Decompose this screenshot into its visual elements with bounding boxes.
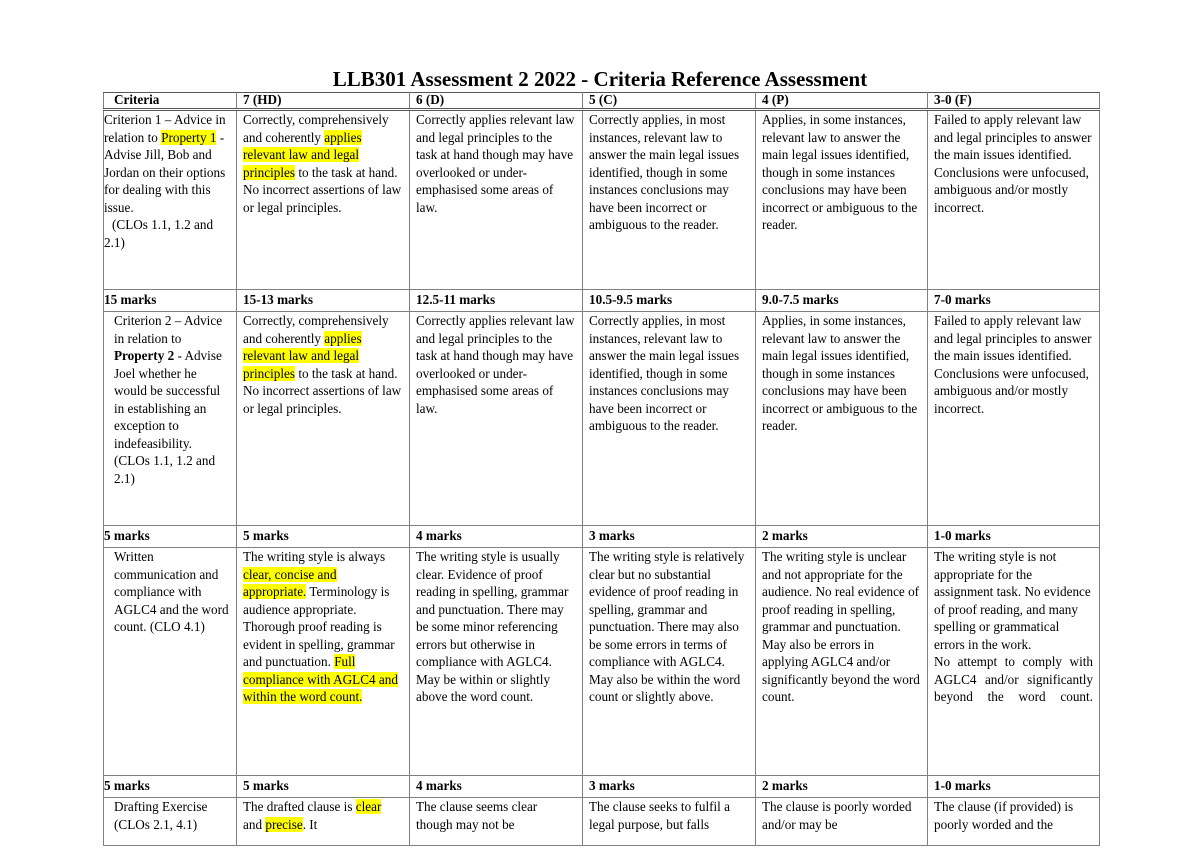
marks-2-p: 2 marks: [756, 526, 928, 548]
marks-2-hd: 5 marks: [237, 526, 410, 548]
criterion-4-p: The clause is poorly worded and/or may be: [756, 798, 928, 846]
criterion-1-f: Failed to apply relevant law and legal principles to answer the main issues identified. Conclusions were unfocused, ambiguous and/or mostly incorrect.: [928, 110, 1100, 290]
criterion-2-row: [104, 312, 1100, 526]
document-title: LLB301 Assessment 2 2022 - Criteria Reference Assessment: [332, 67, 868, 91]
header-f: 3-0 (F): [928, 93, 1100, 110]
criterion-3-p: The writing style is unclear and not appropriate for the audience. No real evidence of proof reading in spelling, grammar and punctuation. May also be errors in applying AGLC4 and/or significantly beyond the word count.: [756, 548, 928, 776]
marks-1-f: 7-0 marks: [928, 290, 1100, 312]
marks-row-2: [104, 526, 1100, 548]
marks-row-3: [104, 776, 1100, 798]
criterion-3-hd: The writing style is always clear, concise and appropriate. Terminology is audience appropriate. Thorough proof reading is evident in spelling, grammar and punctuation. Full compliance with AGLC4 and within the word count.: [237, 548, 410, 776]
marks-3-criteria: 5 marks: [104, 776, 237, 798]
criterion-4-c: The clause seeks to fulfil a legal purpose, but falls: [583, 798, 756, 846]
marks-1-c: 10.5-9.5 marks: [583, 290, 756, 312]
marks-1-criteria: 15 marks: [104, 290, 237, 312]
marks-3-c: 3 marks: [583, 776, 756, 798]
table-header-row: [104, 93, 1100, 110]
criterion-1-hd: Correctly, comprehensively and coherently applies relevant law and legal principles to the task at hand. No incorrect assertions of law or legal principles.: [237, 110, 410, 290]
marks-row-1: [104, 290, 1100, 312]
marks-2-f: 1-0 marks: [928, 526, 1100, 548]
marks-3-d: 4 marks: [410, 776, 583, 798]
criterion-2-d: Correctly applies relevant law and legal principles to the task at hand though may have overlooked or under-emphasised some areas of law.: [410, 312, 583, 526]
criterion-4-label: Drafting Exercise (CLOs 2.1, 4.1): [104, 798, 237, 846]
marks-1-d: 12.5-11 marks: [410, 290, 583, 312]
criterion-3-c: The writing style is relatively clear but no substantial evidence of proof reading in spelling, grammar and punctuation. There may also be some errors in terms of compliance with AGLC4. May also be within the word count or slightly above.: [583, 548, 756, 776]
criterion-1-row: [104, 110, 1100, 290]
marks-3-hd: 5 marks: [237, 776, 410, 798]
marks-3-f: 1-0 marks: [928, 776, 1100, 798]
criterion-1-p: Applies, in some instances, relevant law to answer the main legal issues identified, though in some instances conclusions may have been incorrect or ambiguous to the reader.: [756, 110, 928, 290]
header-d: 6 (D): [410, 93, 583, 110]
criterion-4-row: [104, 798, 1100, 846]
criterion-2-c: Correctly applies, in most instances, relevant law to answer the main legal issues identified, though in some instances conclusions may have been incorrect or ambiguous to the reader.: [583, 312, 756, 526]
header-c: 5 (C): [583, 93, 756, 110]
criteria-table: [103, 92, 1100, 846]
criterion-1-d: Correctly applies relevant law and legal principles to the task at hand though may have overlooked or under-emphasised some areas of law.: [410, 110, 583, 290]
criterion-3-row: [104, 548, 1100, 776]
criterion-2-f: Failed to apply relevant law and legal principles to answer the main issues identified. Conclusions were unfocused, ambiguous and/or mostly incorrect.: [928, 312, 1100, 526]
marks-1-hd: 15-13 marks: [237, 290, 410, 312]
criterion-3-label: Written communication and compliance with AGLC4 and the word count. (CLO 4.1): [104, 548, 237, 776]
criterion-2-hd: Correctly, comprehensively and coherently applies relevant law and legal principles to the task at hand. No incorrect assertions of law or legal principles.: [237, 312, 410, 526]
criterion-1-label: Criterion 1 – Advice in relation to Property 1 - Advise Jill, Bob and Jordan on their options for dealing with this issue. (CLOs 1.1, 1.2 and 2.1): [104, 110, 237, 290]
criterion-2-label: Criterion 2 – Advice in relation to Property 2 - Advise Joel whether he would be successful in establishing an exception to indefeasibility. (CLOs 1.1, 1.2 and 2.1): [104, 312, 237, 526]
criterion-4-hd: The drafted clause is clear and precise. It: [237, 798, 410, 846]
criterion-3-f: The writing style is not appropriate for the assignment task. No evidence of proof reading, and many spelling or grammatical errors in the work. No attempt to comply with AGLC4 and/or significantly beyond the word count.: [928, 548, 1100, 776]
marks-1-p: 9.0-7.5 marks: [756, 290, 928, 312]
marks-2-d: 4 marks: [410, 526, 583, 548]
criterion-4-d: The clause seems clear though may not be: [410, 798, 583, 846]
header-hd: 7 (HD): [237, 93, 410, 110]
header-criteria: Criteria: [104, 93, 237, 110]
criterion-3-d: The writing style is usually clear. Evidence of proof reading in spelling, grammar and punctuation. There may be some minor referencing errors but otherwise in compliance with AGLC4. May be within or slightly above the word count.: [410, 548, 583, 776]
criterion-1-c: Correctly applies, in most instances, relevant law to answer the main legal issues identified, though in some instances conclusions may have been incorrect or ambiguous to the reader.: [583, 110, 756, 290]
marks-2-criteria: 5 marks: [104, 526, 237, 548]
criterion-4-f: The clause (if provided) is poorly worded and the: [928, 798, 1100, 846]
marks-3-p: 2 marks: [756, 776, 928, 798]
criterion-2-p: Applies, in some instances, relevant law to answer the main legal issues identified, though in some instances conclusions may have been incorrect or ambiguous to the reader.: [756, 312, 928, 526]
marks-2-c: 3 marks: [583, 526, 756, 548]
header-p: 4 (P): [756, 93, 928, 110]
